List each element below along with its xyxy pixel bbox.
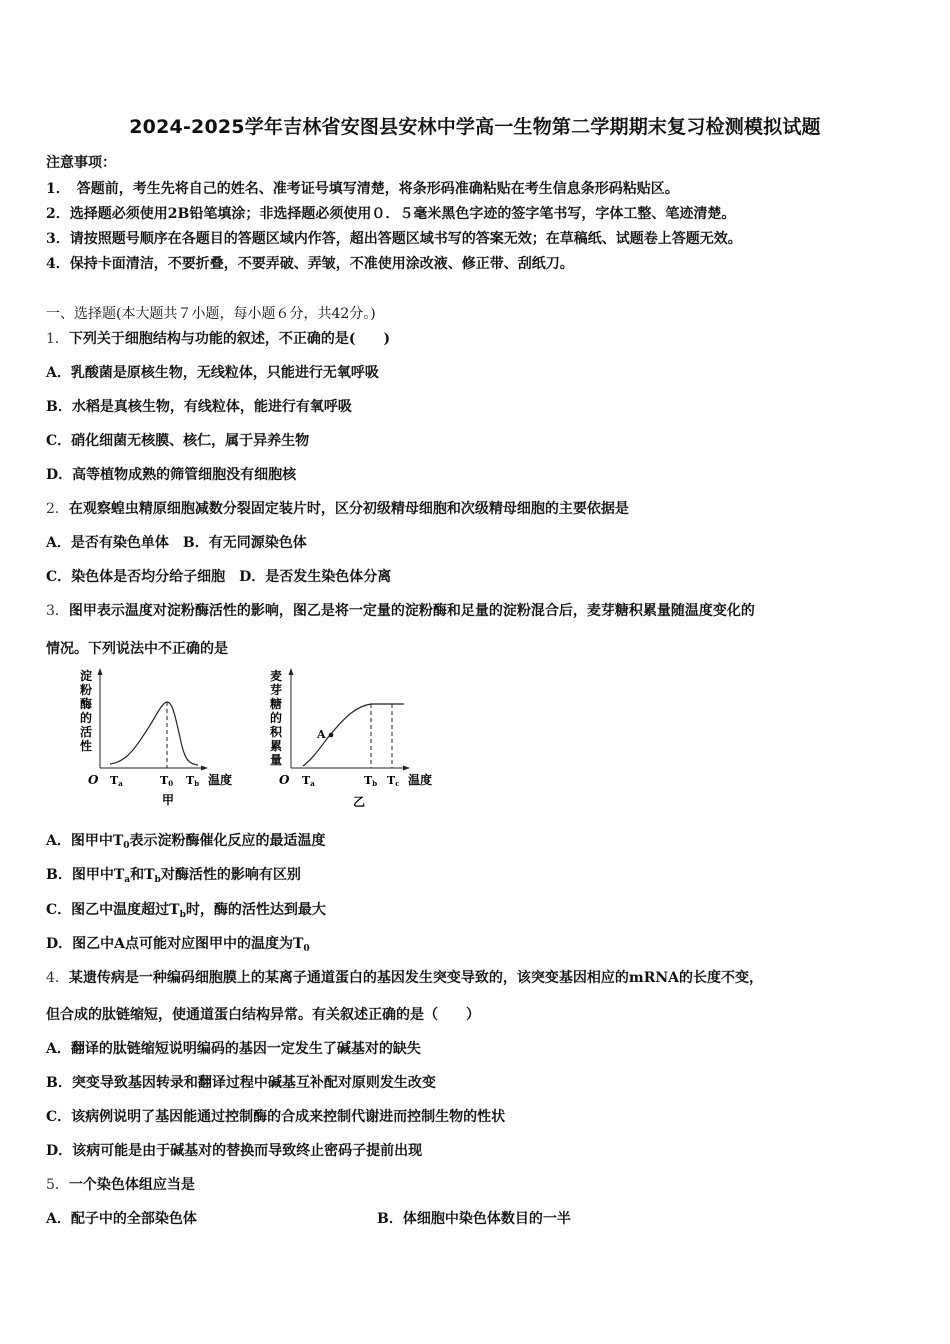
yi-tick-ta [302,774,315,788]
yi-tick-tb-t: T [364,774,373,787]
yi-ylabel-char: 量 [270,753,283,767]
q4-number: 4． [46,970,69,986]
jia-x-arrow [201,766,208,771]
jia-tick-tb-sub: b [194,779,200,788]
yi-ylabel [269,668,283,767]
jia-ylabel-char: 粉 [80,683,93,697]
q4-stem-line2: 但合成的肽链缩短，使通道蛋白结构异常。有关叙述正确的是（ ） [46,1007,480,1023]
q3-option-a-post: 表示淀粉酶催化反应的最适温度 [129,833,326,849]
q4-stem-line1 [46,967,763,987]
yi-ylabel-char: 累 [270,739,283,753]
q5-option-b: B．体细胞中染色体数目的一半 [377,1211,571,1227]
q3-figure [76,664,456,814]
q3-stem-text: 图甲表示温度对淀粉酶活性的影响，图乙是将一定量的淀粉酶和足量的淀粉混合后，麦芽糖积累量随温度变化的 [68,603,755,619]
q3-option-b [46,864,301,885]
jia-xlabel: 温度 [208,773,233,787]
yi-xlabel: 温度 [408,773,433,787]
notice-item-4: 4．保持卡面清洁，不要折叠，不要弄破、弄皱，不准使用涂改液、修正带、刮纸刀。 [46,256,574,272]
q4-option-a: A．翻译的肽链缩短说明编码的基因一定发生了碱基对的缺失 [46,1041,421,1057]
q3-option-c-post: 时，酶的活性达到最大 [185,902,326,918]
notice-heading: 注意事项： [46,155,116,171]
figure-jia [79,668,232,807]
q1-option-b: B．水稻是真核生物，有线粒体，能进行有氧呼吸 [46,399,352,415]
yi-tick-tb [364,774,377,788]
jia-tick-ta-t: T [110,774,119,787]
notice-item-2: 2．选择题必须使用2B铅笔填涂；非选择题必须使用０．５毫米黑色字迹的签字笔书写，字体工整、笔迹清楚。 [46,206,736,222]
figure-yi [269,668,432,809]
yi-x-arrow [403,766,410,771]
jia-tick-t0 [160,774,173,788]
q3-option-c-sub: b [179,910,186,920]
q3-option-a [46,830,326,851]
q1-option-c: C．硝化细菌无核膜、核仁，属于异养生物 [46,433,310,449]
section-heading: 一、选择题(本大题共７小题，每小题６分，共42分。) [46,306,376,322]
jia-ylabel-char: 的 [80,711,93,725]
q3-option-b-post: 对酶活性的影响有区别 [160,867,301,883]
yi-tick-ta-sub: a [310,779,315,788]
q4-option-d: D．该病可能是由于碱基对的替换而导致终止密码子提前出现 [46,1143,423,1159]
jia-ylabel-char: 性 [80,739,93,753]
q3-option-d-sub: 0 [303,944,310,954]
q2-options-ab: A．是否有染色单体 B．有无同源染色体 [46,535,307,551]
jia-tick-t0-t: T [160,774,169,787]
yi-tick-ta-t: T [302,774,311,787]
yi-origin: O [279,773,290,787]
q2-options-cd: C．染色体是否均分给子细胞 D．是否发生染色体分离 [46,569,392,585]
jia-tick-tb-t: T [186,774,195,787]
q3-option-d-pre: D．图乙中A点可能对应图甲中的温度为T [46,936,304,952]
q2-number: 2． [46,501,69,517]
yi-tick-tc-sub: c [395,779,400,788]
yi-ylabel-char: 的 [270,711,283,725]
q5-stem-text: 一个染色体组应当是 [68,1177,195,1193]
notice-item-3: 3．请按照题号顺序在各题目的答题区域内作答，超出答题区域书写的答案无效；在草稿纸、试题卷上答题无效。 [46,231,742,247]
jia-tick-ta [110,774,123,788]
page-title: 2024-2025学年吉林省安图县安林中学高一生物第二学期期末复习检测模拟试题 [129,116,821,138]
q3-stem-line1 [46,600,755,620]
yi-point-a-marker [329,733,334,738]
q4-option-c: C．该病例说明了基因能通过控制酶的合成来控制代谢进而控制生物的性状 [46,1109,506,1125]
yi-tick-tb-sub: b [372,779,378,788]
jia-ylabel-char: 活 [80,725,93,739]
q2-stem-text: 在观察蝗虫精原细胞减数分裂固定装片时，区分初级精母细胞和次级精母细胞的主要依据是 [68,501,629,517]
jia-ylabel [79,668,92,753]
q3-option-b-sub2: b [154,875,161,885]
yi-tick-tc [387,774,399,788]
q5-option-a: A．配子中的全部染色体 [46,1211,197,1227]
q3-option-a-pre: A．图甲中T [46,833,124,849]
q3-option-b-mid: 和T [130,867,155,883]
notice-item-1: 1． 答题前，考生先将自己的姓名、准考证号填写清楚，将条形码准确粘贴在考生信息条形码粘贴区。 [46,181,679,197]
q4-option-b: B．突变导致基因转录和翻译过程中碱基互补配对原则发生改变 [46,1075,436,1091]
yi-tick-tc-t: T [387,774,396,787]
yi-point-a-label: A [317,728,326,741]
yi-ylabel-char: 积 [270,725,283,739]
q3-option-a-sub: 0 [123,841,130,851]
yi-ylabel-char: 芽 [270,683,283,697]
q3-option-c [46,899,326,920]
yi-ylabel-char: 糖 [270,697,283,711]
yi-ylabel-char: 麦 [270,669,283,683]
yi-caption: 乙 [353,795,366,809]
q3-option-b-pre: B．图甲中T [46,867,125,883]
q1-stem [46,328,390,348]
jia-caption: 甲 [162,793,175,807]
jia-tick-t0-sub: 0 [168,779,174,788]
jia-activity-curve [110,702,198,765]
q3-option-d [46,933,310,954]
jia-y-arrow [98,668,103,675]
q1-stem-text: 下列关于细胞结构与功能的叙述，不正确的是( ) [68,331,391,347]
q4-stem-text: 某遗传病是一种编码细胞膜上的某离子通道蛋白的基因发生突变导致的，该突变基因相应的mRNA的长度不变， [68,970,764,986]
q3-stem-line2: 情况。下列说法中不正确的是 [46,641,228,657]
q5-number: 5． [46,1177,69,1193]
jia-ylabel-char: 酶 [80,697,93,711]
jia-tick-ta-sub: a [118,779,123,788]
q3-option-b-sub1: a [124,875,131,885]
q1-option-d: D．高等植物成熟的筛管细胞没有细胞核 [46,467,297,483]
q3-number: 3． [46,603,69,619]
jia-origin: O [88,773,99,787]
jia-tick-tb [186,774,199,788]
q1-number: 1． [46,331,69,347]
q1-option-a: A．乳酸菌是原核生物，无线粒体，只能进行无氧呼吸 [46,365,379,381]
q5-stem [46,1174,195,1194]
yi-y-arrow [289,668,294,675]
q2-stem [46,498,629,518]
q3-option-c-pre: C．图乙中温度超过T [46,902,180,918]
jia-ylabel-char: 淀 [80,669,93,683]
